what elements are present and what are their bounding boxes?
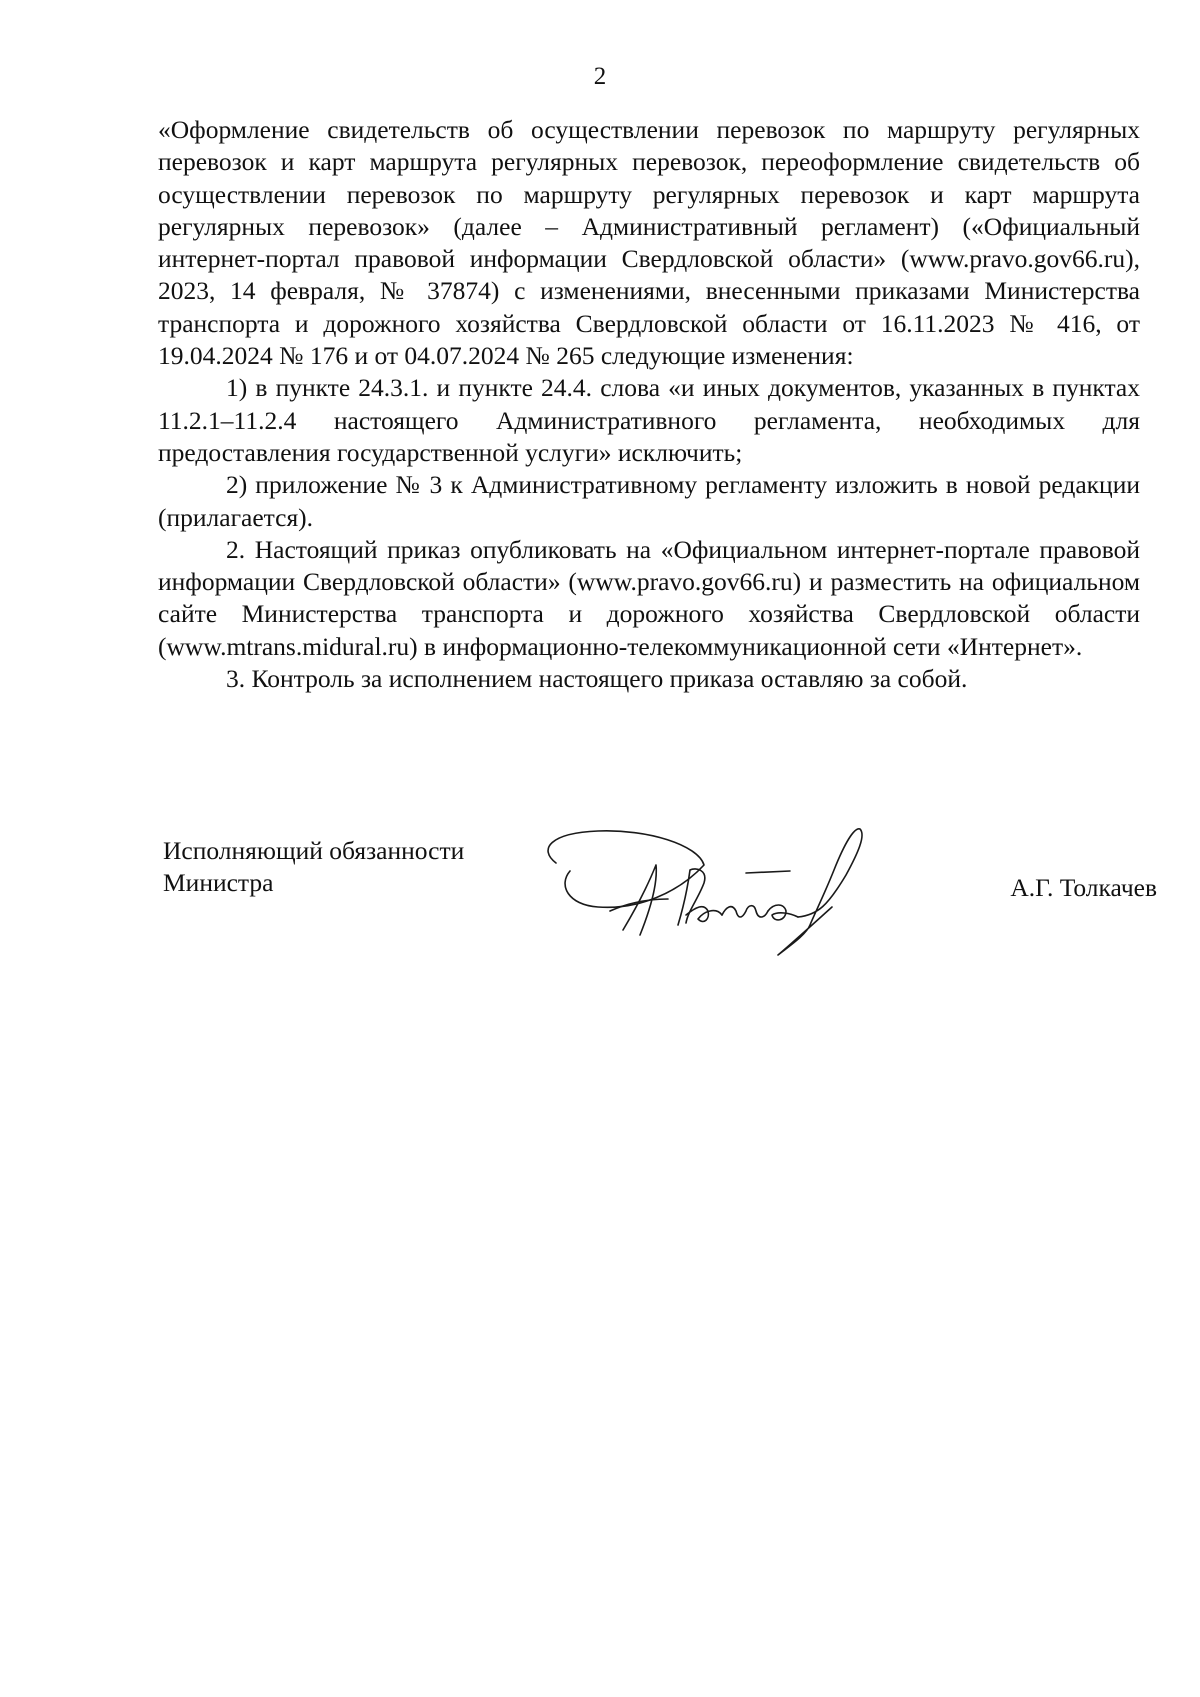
signer-title: [163, 835, 464, 899]
signer-title-line-2: Министра: [163, 868, 274, 897]
document-body: [158, 114, 1140, 695]
signature-block: [163, 835, 1157, 995]
signer-title-line-1: Исполняющий обязанности: [163, 836, 465, 865]
paragraph-item-2: 2) приложение № 3 к Административному регламенту изложить в новой редакции (прилагается).: [158, 470, 1140, 532]
paragraph-control: 3. Контроль за исполнением настоящего приказа оставляю за собой.: [226, 664, 968, 694]
handwritten-signature: [528, 815, 908, 970]
page-number: 2: [593, 63, 607, 90]
signer-name: А.Г. Толкачев: [1010, 873, 1157, 902]
paragraph-item-1: 1) в пункте 24.3.1. и пункте 24.4. слова «и иных документов, указанных в пунктах 11.2.1–11.2.4 настоящего Административного регламента, необходимых для предоставления государственной услуги» исключить;: [158, 373, 1140, 467]
paragraph-publication: 2. Настоящий приказ опубликовать на «Официальном интернет-портале правовой информации Свердловской области» (www.pravo.gov66.ru) и разместить на официальном сайте Министерства транспорта и дорожного хозяйства Свердловской области (www.mtrans.midural.ru) в информационно-телекоммуникационной сети «Интернет».: [158, 534, 1140, 661]
paragraph-continuation: «Оформление свидетельств об осуществлении перевозок по маршруту регулярных перевозок и карт маршрута регулярных перевозок, переоформление свидетельств об осуществлении перевозок по маршруту регулярных перевозок и карт маршрута регулярных перевозок» (далее – Административный регламент) («Официальный интернет-портал правовой информации Свердловской области» (www.pravo.gov66.ru), 2023, 14 февраля, № 37874) с изменениями, внесенными приказами Министерства транспорта и дорожного хозяйства Свердловской области от 16.11.2023 № 416, от 19.04.2024 № 176 и от 04.07.2024 № 265 следующие изменения:: [158, 115, 1140, 371]
